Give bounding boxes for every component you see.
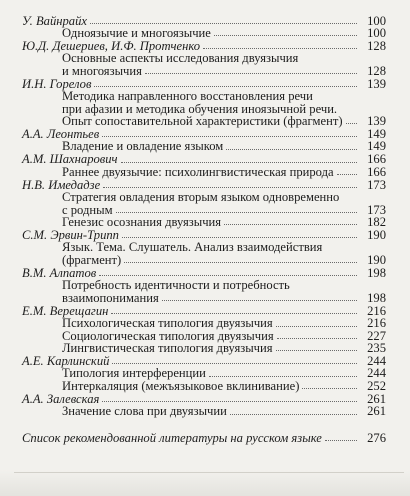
- toc-page-number: 276: [367, 430, 386, 445]
- toc-entry-row: [0, 405, 410, 417]
- toc-entry-row: [0, 140, 410, 152]
- toc-dot-leader: [346, 122, 357, 124]
- toc-dot-leader: [102, 135, 357, 137]
- toc-dot-leader: [302, 387, 357, 389]
- toc-entry-title: Генезис осознания двуязычия: [62, 215, 222, 230]
- toc-page-number: 216: [367, 303, 386, 318]
- toc-dot-leader: [111, 312, 357, 314]
- toc-entry-row: [0, 367, 410, 379]
- toc-dot-leader: [224, 223, 357, 225]
- toc-page-number: 166: [367, 164, 386, 179]
- toc-entry-row: [0, 166, 410, 178]
- toc-dot-leader: [203, 47, 357, 49]
- toc-author-name: В.М. Алпатов: [22, 265, 97, 280]
- toc-dot-leader: [94, 85, 357, 87]
- toc-page-number: 252: [367, 378, 386, 393]
- toc-entry-row: [0, 216, 410, 228]
- toc-entry-row: [0, 90, 410, 102]
- toc-entry-title: Раннее двуязычие: психолингвистическая природа: [62, 164, 334, 179]
- toc-page-number: 173: [367, 202, 386, 217]
- toc-entry-title: Типология интерференции: [62, 366, 206, 381]
- toc-entry-title: Язык. Тема. Слушатель. Анализ взаимодействия: [62, 240, 323, 255]
- toc-page-number: 100: [367, 26, 386, 40]
- toc-page-number: 190: [367, 252, 386, 267]
- toc-entry-title: Список рекомендованной литературы на русском языке: [22, 430, 322, 445]
- toc-entry-row: [0, 317, 410, 329]
- toc-entry-row: [0, 279, 410, 291]
- toc-page-number: 100: [367, 13, 386, 28]
- toc-entry-title: Интеркаляция (межъязыковое вклинивание): [62, 378, 300, 393]
- toc-page-number: 139: [367, 76, 386, 91]
- toc-dot-leader: [276, 349, 357, 351]
- toc-page-number: 166: [367, 152, 386, 167]
- table-of-contents: [0, 14, 410, 444]
- toc-page-number: 235: [367, 340, 386, 355]
- toc-page-number: 227: [367, 328, 386, 343]
- toc-page-number: 244: [367, 353, 386, 368]
- toc-entry-title: Лингвистическая типология двуязычия: [62, 340, 273, 355]
- toc-page-number: 216: [367, 316, 386, 331]
- toc-dot-leader: [209, 375, 357, 377]
- toc-dot-leader: [99, 274, 357, 276]
- toc-dot-leader: [90, 22, 357, 24]
- toc-page-number: 139: [367, 114, 386, 129]
- toc-entry-title: Стратегия овладения вторым языком одновременно: [62, 190, 340, 205]
- toc-entry-row: [0, 342, 410, 354]
- toc-dot-leader: [112, 362, 357, 364]
- toc-author-name: Е.М. Верещагин: [22, 303, 109, 318]
- toc-entry-row: [0, 292, 410, 304]
- toc-dot-leader: [276, 325, 357, 327]
- toc-page-number: 190: [367, 228, 386, 243]
- toc-dot-leader: [214, 34, 357, 36]
- toc-dot-leader: [337, 173, 357, 175]
- toc-entry-title: взаимопонимания: [62, 290, 159, 305]
- toc-entry-title: Одноязычие и многоязычие: [62, 26, 211, 40]
- toc-author-name: Н.В. Имедадзе: [22, 177, 101, 192]
- toc-entry-title: (фрагмент): [62, 252, 122, 267]
- toc-entry-row: [0, 27, 410, 39]
- toc-dot-leader: [145, 72, 357, 74]
- toc-entry-row: [0, 115, 410, 127]
- toc-entry-title: Потребность идентичности и потребность: [62, 278, 290, 293]
- toc-entry-row: [0, 380, 410, 392]
- toc-dot-leader: [103, 186, 357, 188]
- toc-entry-row: [0, 65, 410, 77]
- toc-page-number: 198: [367, 265, 386, 280]
- toc-page-number: 128: [367, 63, 386, 78]
- toc-entry-title: Методика направленного восстановления речи: [62, 89, 313, 104]
- toc-page-number: 244: [367, 366, 386, 381]
- toc-dot-leader: [124, 261, 357, 263]
- toc-entry-title: Владение и овладение языком: [62, 139, 224, 154]
- toc-entry-title: Значение слова при двуязычии: [62, 404, 227, 419]
- toc-dot-leader: [277, 337, 357, 339]
- toc-page-number: 198: [367, 290, 386, 305]
- toc-page-number: 173: [367, 177, 386, 192]
- toc-entry-title: Социологическая типология двуязычия: [62, 328, 274, 343]
- toc-author-name: А.М. Шахнарович: [22, 152, 118, 167]
- toc-author-name: И.Н. Горелов: [22, 76, 92, 91]
- toc-entry-title: Основные аспекты исследования двуязычия: [62, 51, 299, 66]
- toc-author-row: [0, 153, 410, 165]
- toc-page-number: 128: [367, 39, 386, 53]
- toc-dot-leader: [162, 299, 357, 301]
- toc-author-name: А.А. Леонтьев: [22, 127, 100, 142]
- toc-entry-title: Опыт сопоставительной характеристики (фрагмент): [62, 114, 343, 129]
- toc-entry-title: при афазии и методика обучения иноязычной речи.: [62, 101, 338, 116]
- toc-entry-row: [0, 241, 410, 253]
- toc-author-name: А.А. Залевская: [22, 391, 100, 406]
- toc-page-number: 261: [367, 391, 386, 406]
- toc-bibliography-row: [0, 432, 410, 444]
- toc-entry-title: и многоязычия: [62, 63, 142, 78]
- toc-page-number: 149: [367, 139, 386, 154]
- toc-page-number: 149: [367, 127, 386, 142]
- toc-entry-row: [0, 52, 410, 64]
- toc-entry-row: [0, 254, 410, 266]
- toc-page-number: 261: [367, 404, 386, 419]
- toc-dot-leader: [325, 439, 357, 441]
- toc-dot-leader: [116, 211, 357, 213]
- toc-dot-leader: [230, 413, 357, 415]
- toc-author-name: А.Е. Карлинский: [22, 353, 110, 368]
- toc-entry-row: [0, 191, 410, 203]
- toc-page-number: 182: [367, 215, 386, 230]
- toc-dot-leader: [226, 148, 357, 150]
- page-bottom-shadow: [0, 470, 410, 496]
- toc-author-name: С.М. Эрвин-Трипп: [22, 228, 119, 243]
- toc-dot-leader: [122, 236, 357, 238]
- toc-dot-leader: [121, 161, 357, 163]
- page-divider: [14, 472, 404, 473]
- toc-entry-title: с родным: [62, 202, 113, 217]
- toc-entry-title: Психологическая типология двуязычия: [62, 316, 273, 331]
- toc-author-name: У. Вайнрайх: [22, 13, 87, 28]
- toc-author-name: Ю.Д. Дешериев, И.Ф. Протченко: [22, 39, 201, 53]
- toc-dot-leader: [102, 400, 357, 402]
